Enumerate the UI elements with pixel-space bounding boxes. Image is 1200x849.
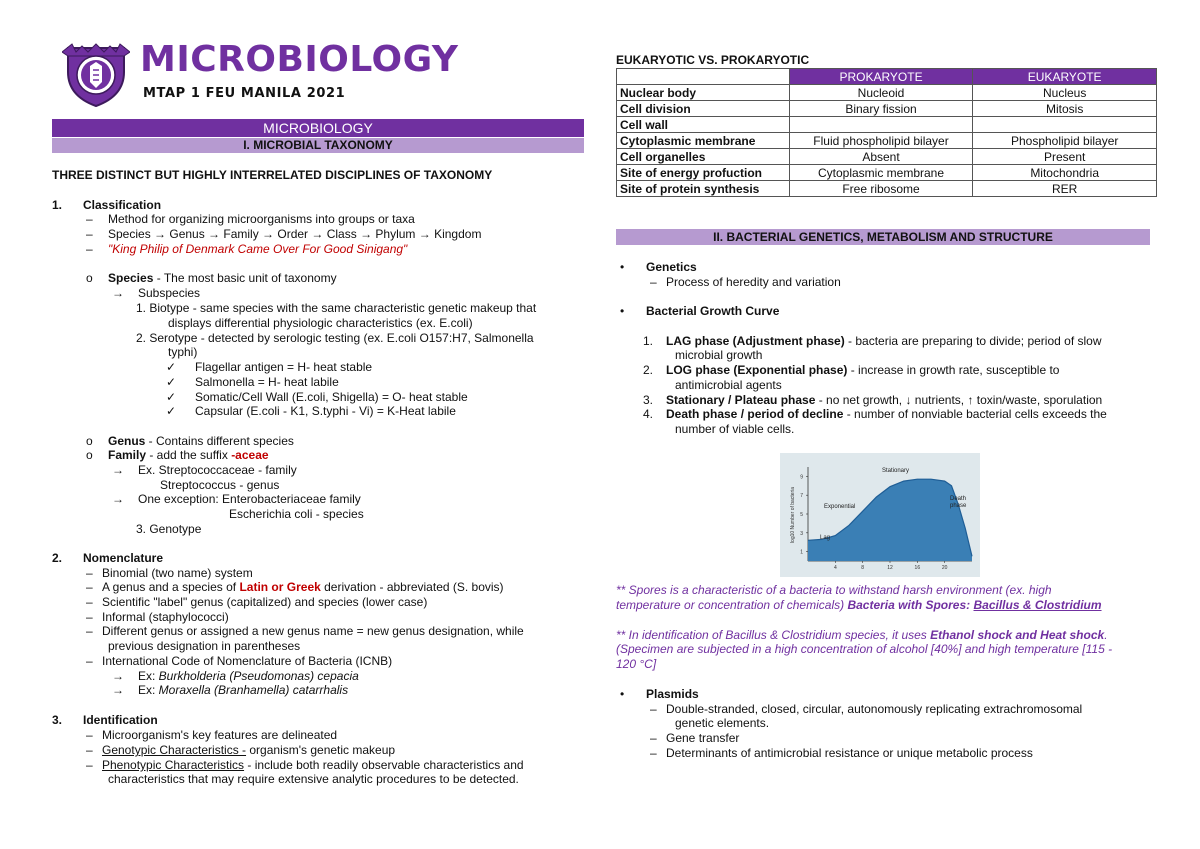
- classification-title: Classification: [83, 198, 162, 212]
- row-label: Nuclear body: [617, 85, 790, 101]
- y-tick-label: 9: [800, 474, 803, 481]
- bullet-dash: –: [86, 595, 93, 609]
- nomenclature-title: Nomenclature: [83, 551, 164, 565]
- species-line: Species - The most basic unit of taxonomy: [108, 271, 337, 285]
- annotation-exponential: Exponential: [824, 504, 856, 510]
- cell-prokaryote: Free ribosome: [789, 181, 973, 197]
- bullet-dot-icon: •: [620, 687, 625, 701]
- spores-note-line-2: temperature or concentration of chemicals) Bacteria with Spores: Bacillus & Clostridium: [616, 598, 1102, 612]
- row-label: Cell organelles: [617, 149, 790, 165]
- antigen-k: Capsular (E.coli - K1, S.typhi - Vi) = K-Heat labile: [195, 404, 456, 418]
- arrow-icon: →: [112, 286, 124, 300]
- genetics-title: Genetics: [646, 260, 697, 274]
- logo-crest-icon: [62, 42, 130, 108]
- log-phase: LOG phase (Exponential phase) - increase in growth rate, susceptible to: [666, 363, 1060, 377]
- bullet-circle: o: [86, 434, 93, 448]
- bullet-dash: –: [650, 702, 657, 716]
- bullet-dash: –: [86, 624, 93, 638]
- arrow-icon: →: [112, 669, 124, 683]
- serotype-line-2: typhi): [168, 345, 198, 359]
- list-number: 3.: [643, 393, 654, 407]
- row-label: Site of energy profuction: [617, 165, 790, 181]
- arrow-icon: →: [112, 492, 124, 506]
- bullet-dash: –: [86, 227, 93, 241]
- genus-species-derivation: A genus and a species of Latin or Greek derivation - abbreviated (S. bovis): [102, 580, 504, 594]
- y-tick-label: 7: [800, 493, 803, 500]
- antigen-h-stable: Flagellar antigen = H- heat stable: [195, 360, 373, 374]
- plasmids-definition-cont: genetic elements.: [675, 716, 770, 730]
- taxonomy-heading: THREE DISTINCT BUT HIGHLY INTERRELATED DISCIPLINES OF TAXONOMY: [52, 168, 493, 182]
- annotation-death: Death phase: [950, 496, 967, 509]
- cell-prokaryote: Absent: [789, 149, 973, 165]
- x-tick-label: 12: [887, 565, 893, 571]
- example-family: Ex. Streptococcaceae - family: [138, 463, 297, 477]
- list-number: 1.: [52, 198, 63, 212]
- informal: Informal (staphylococci): [102, 610, 229, 624]
- cell-eukaryote: Present: [973, 149, 1157, 165]
- section-banner-taxonomy: I. MICROBIAL TAXONOMY: [52, 138, 584, 153]
- checkmark-icon: ✓: [166, 390, 177, 404]
- bullet-dash: –: [650, 275, 657, 289]
- key-features: Microorganism's key features are delineated: [102, 728, 338, 742]
- x-tick-label: 20: [941, 565, 948, 571]
- cell-prokaryote: Nucleoid: [789, 85, 973, 101]
- section-banner-title: MICROBIOLOGY: [52, 119, 584, 137]
- plasmids-definition: Double-stranded, closed, circular, autonomously replicating extrachromosomal: [666, 702, 1083, 716]
- y-tick-label: 5: [800, 512, 803, 518]
- bullet-circle: o: [86, 448, 93, 462]
- growth-curve-title: Bacterial Growth Curve: [646, 304, 780, 318]
- row-label: Cell division: [617, 101, 790, 117]
- phenotypic-line-1: Phenotypic Characteristics - include both readily observable characteristics and: [102, 758, 524, 772]
- bullet-dash: –: [86, 728, 93, 742]
- y-ticks: [800, 474, 808, 555]
- mnemonic: "King Philip of Denmark Came Over For Good Sinigang": [108, 242, 408, 256]
- bullet-dot-icon: •: [620, 304, 625, 318]
- row-label: Cytoplasmic membrane: [617, 133, 790, 149]
- icnb: International Code of Nomenclature of Bacteria (ICNB): [102, 654, 393, 668]
- new-genus-line-2: previous designation in parentheses: [108, 639, 301, 653]
- section-banner-genetics: II. BACTERIAL GENETICS, METABOLISM AND STRUCTURE: [616, 229, 1150, 245]
- scientific-label: Scientific "label" genus (capitalized) and species (lower case): [102, 595, 428, 609]
- antimicrobial-resistance: Determinants of antimicrobial resistance or unique metabolic process: [666, 746, 1033, 760]
- phenotypic-line-2: characteristics that may require extensive analytic procedures to be detected.: [108, 772, 519, 786]
- x-tick-label: 4: [833, 565, 837, 571]
- lag-phase-cont: microbial growth: [675, 348, 763, 362]
- biotype-line-2: displays differential physiologic characteristics (ex. E.coli): [168, 316, 473, 330]
- x-ticks: [834, 561, 948, 571]
- antigen-h-labile: Salmonella = H- heat labile: [195, 375, 339, 389]
- checkmark-icon: ✓: [166, 360, 177, 374]
- cell-eukaryote: Mitochondria: [973, 165, 1157, 181]
- growth-curve-svg: [780, 453, 980, 577]
- arrow-icon: →: [112, 683, 124, 697]
- subspecies: Subspecies: [138, 286, 201, 300]
- y-tick-label: 3: [800, 530, 803, 537]
- genotypic: Genotypic Characteristics - organism's genetic makeup: [102, 743, 396, 757]
- spores-note-line-1: ** Spores is a characteristic of a bacteria to withstand harsh environment (ex. high: [616, 583, 1052, 597]
- death-phase-cont: number of viable cells.: [675, 422, 795, 436]
- identification-note-line-3: 120 °C]: [616, 657, 657, 671]
- brand-subtitle: MTAP 1 FEU MANILA 2021: [143, 86, 346, 101]
- table-header-row: [617, 69, 1157, 85]
- bullet-dash: –: [86, 580, 93, 594]
- checkmark-icon: ✓: [166, 375, 177, 389]
- cell-eukaryote: Phospholipid bilayer: [973, 133, 1157, 149]
- y-tick-label: 1: [800, 549, 803, 556]
- genetics-definition: Process of heredity and variation: [666, 275, 841, 289]
- annotation-stationary: Stationary: [882, 468, 910, 474]
- checkmark-icon: ✓: [166, 404, 177, 418]
- cell-eukaryote: Nucleus: [973, 85, 1157, 101]
- family-line: Family - add the suffix -aceae: [108, 448, 269, 462]
- cell-prokaryote: Binary fission: [789, 101, 973, 117]
- plasmids-title: Plasmids: [646, 687, 699, 701]
- new-genus-line-1: Different genus or assigned a new genus name = new genus designation, while: [102, 624, 524, 638]
- bullet-dash: –: [86, 610, 93, 624]
- list-number: 3.: [52, 713, 63, 727]
- cell-prokaryote: Cytoplasmic membrane: [789, 165, 973, 181]
- cell-eukaryote: Mitosis: [973, 101, 1157, 117]
- lag-phase: LAG phase (Adjustment phase) - bacteria are preparing to divide; period of slow: [666, 334, 1102, 348]
- cell-eukaryote: [973, 117, 1157, 133]
- row-label: Cell wall: [617, 117, 790, 133]
- taxonomy-hierarchy: Species → Genus → Family → Order → Class → Phylum → Kingdom: [108, 227, 482, 241]
- genus-line: Genus - Contains different species: [108, 434, 294, 448]
- brand-title: MICROBIOLOGY: [140, 39, 459, 80]
- growth-curve-area: [808, 479, 972, 561]
- table-row: [617, 133, 1157, 149]
- bullet-circle: o: [86, 271, 93, 285]
- bullet-dash: –: [86, 654, 93, 668]
- exception-family: One exception: Enterobacteriaceae family: [138, 492, 361, 506]
- death-phase: Death phase / period of decline - number of nonviable bacterial cells exceeds the: [666, 407, 1107, 421]
- binomial: Binomial (two name) system: [102, 566, 253, 580]
- y-axis-label: log10 Number of bacteria: [790, 486, 796, 544]
- comparison-table: [616, 68, 1157, 197]
- classification-definition: Method for organizing microorganisms into groups or taxa: [108, 212, 415, 226]
- table-row: [617, 165, 1157, 181]
- list-number: 1.: [643, 334, 654, 348]
- table-row: [617, 149, 1157, 165]
- table-row: [617, 101, 1157, 117]
- cell-prokaryote: Fluid phospholipid bilayer: [789, 133, 973, 149]
- header-eukaryote: EUKARYOTE: [973, 69, 1157, 85]
- bullet-dash: –: [86, 743, 93, 757]
- stationary-phase: Stationary / Plateau phase - no net growth, ↓ nutrients, ↑ toxin/waste, sporulation: [666, 393, 1103, 407]
- exception-species: Escherichia coli - species: [229, 507, 364, 521]
- bullet-dash: –: [650, 731, 657, 745]
- list-number: 4.: [643, 407, 654, 421]
- x-tick-label: 16: [914, 565, 921, 571]
- annotation-lag: Lag: [820, 535, 831, 541]
- bullet-dash: –: [86, 242, 93, 256]
- list-number: 2.: [643, 363, 654, 377]
- bullet-dash: –: [86, 212, 93, 226]
- arrow-icon: →: [112, 463, 124, 477]
- example-genus: Streptococcus - genus: [160, 478, 280, 492]
- growth-curve-chart: [780, 453, 980, 577]
- table-corner: [617, 69, 790, 85]
- bullet-dash: –: [650, 746, 657, 760]
- identification-note-line-1: ** In identification of Bacillus & Clostridium species, it uses Ethanol shock and Heat shock.: [616, 628, 1108, 642]
- list-number: 2.: [52, 551, 63, 565]
- biotype-line-1: 1. Biotype - same species with the same characteristic genetic makeup that: [136, 301, 537, 315]
- header-prokaryote: PROKARYOTE: [789, 69, 973, 85]
- x-tick-label: 8: [861, 565, 865, 571]
- table-title: EUKARYOTIC VS. PROKARYOTIC: [616, 53, 810, 67]
- antigen-o: Somatic/Cell Wall (E.coli, Shigella) = O- heat stable: [195, 390, 468, 404]
- serotype-line-1: 2. Serotype - detected by serologic testing (ex. E.coli O157:H7, Salmonella: [136, 331, 534, 345]
- cell-eukaryote: RER: [973, 181, 1157, 197]
- cell-prokaryote: [789, 117, 973, 133]
- log-phase-cont: antimicrobial agents: [675, 378, 782, 392]
- identification-note-line-2: (Specimen are subjected in a high concentration of alcohol [40%] and high temperature [115 -: [616, 642, 1113, 656]
- table-row: [617, 117, 1157, 133]
- bullet-dash: –: [86, 758, 93, 772]
- example-burkholderia: Ex: Burkholderia (Pseudomonas) cepacia: [138, 669, 359, 683]
- bullet-dot-icon: •: [620, 260, 625, 274]
- example-moraxella: Ex: Moraxella (Branhamella) catarrhalis: [138, 683, 349, 697]
- table-row: [617, 85, 1157, 101]
- genotype: 3. Genotype: [136, 522, 202, 536]
- identification-title: Identification: [83, 713, 158, 727]
- table-row: [617, 181, 1157, 197]
- row-label: Site of protein synthesis: [617, 181, 790, 197]
- gene-transfer: Gene transfer: [666, 731, 740, 745]
- bullet-dash: –: [86, 566, 93, 580]
